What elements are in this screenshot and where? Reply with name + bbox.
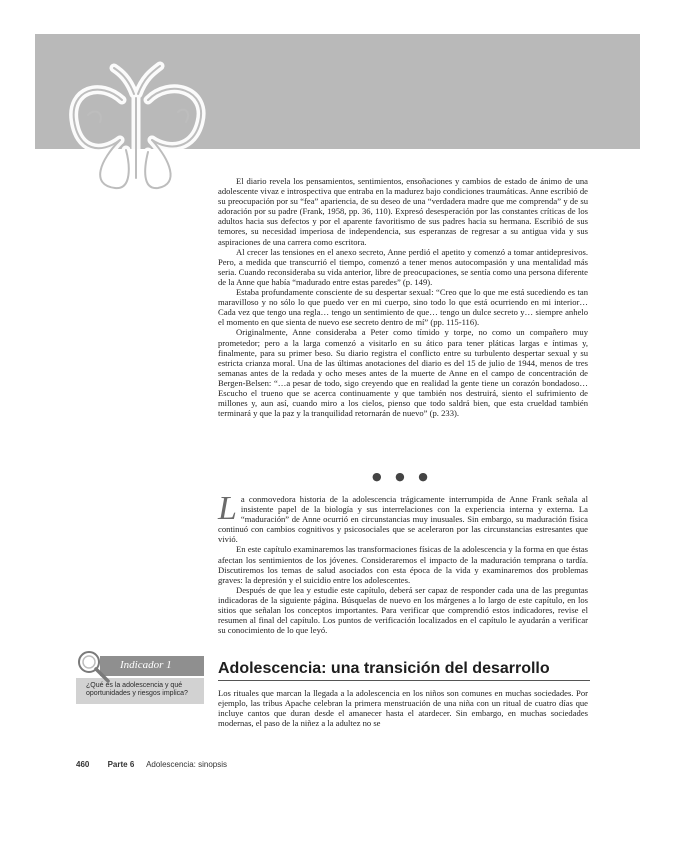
diary-paragraph: Originalmente, Anne consideraba a Peter como tímido y torpe, no como un compañero muy prometedor; pero a la larga comenzó a visitarlo en su ático para tener pláticas largas e íntimas y, finalmente, para su primer beso. Su diario registra el conflicto entre su turbulento despertar sexual y su estricta crianza moral. Una de las últimas anotaciones del diario es del 15 de julio de 1944, menos de tres semanas antes de la redada y ocho meses antes de la muerte de Anne en el campo de concentración de Bergen-Belsen: “…a pesar de todo, sigo creyendo que en realidad la gente tiene un corazón bondadoso… Escucho el trueno que se acerca continuamente y que también nos destruirá, siento el sufrimiento de millones y, aun así, cuando miro a los cielos, pienso que todo saldrá bien, que esta crueldad también terminará y que la paz y la tranquilidad retornarán de nuevo” (p. 233).: [218, 327, 588, 419]
magnifier-icon: [74, 648, 114, 684]
indicator-title: Indicador 1: [120, 659, 172, 671]
diary-excerpt: [218, 176, 588, 418]
footer-title: Adolescencia: sinopsis: [146, 760, 227, 769]
butterfly-illustration: [60, 60, 220, 200]
footer-part: Parte 6: [107, 760, 135, 769]
chapter-intro: [218, 490, 588, 636]
page-footer: [76, 760, 227, 769]
page-number: 460: [76, 760, 90, 769]
section-paragraph: Los rituales que marcan la llegada a la adolescencia en los niños son comunes en muchas sociedades. Por ejemplo, las tribus Apache celebran la primera menstruación de una niña con un ritual de cuatro días que incluye cantos que duran desde el amanecer hasta el atardecer. Sin embargo, en muchas sociedades modernas, el paso de la niñez a la adultez no se: [218, 688, 588, 729]
indicator-header: [100, 656, 204, 676]
indicator-question: ¿Qué es la adolescencia y qué oportunidades y riesgos implica?: [76, 678, 204, 704]
diary-paragraph: El diario revela los pensamientos, sentimientos, ensoñaciones y cambios de estado de ánimo de una adolescente vivaz e introspectiva que entraba en la madurez bajo condiciones traumáticas. Anne escribió de su preocupación por su “fea” apariencia, de su deseo de una “verdadera madre que me comprenda” y de su adoración por su padre (Frank, 1958, pp. 36, 110). Expresó desesperación por las constantes críticas de los adultos hacia sus defectos y por el aparente favoritismo de sus padres hacia su hermana. Escribió de sus temores, su necesidad imperiosa de independencia, sus esperanzas de regresar a su antigua vida y sus aspiraciones de una carrera como escritora.: [218, 176, 588, 247]
section-body: [218, 688, 588, 728]
intro-paragraph: [218, 490, 588, 545]
indicator-box: [76, 656, 204, 704]
intro-paragraph-text: a conmovedora historia de la adolescencia trágicamente interrumpida de Anne Frank señala al insistente papel de la biología y sus interrelaciones con la experiencia interna y externa. La “maduración” de Anne ocurrió en circunstancias muy inusuales. Sin embargo, su maduración física continuó con cambios cognitivos y psicosociales que se aceleraron por las circunstancias estresantes que vivió.: [218, 494, 588, 545]
diary-paragraph: Al crecer las tensiones en el anexo secreto, Anne perdió el apetito y comenzó a tomar antidepresivos. Pero, a medida que transcurrió el tiempo, comenzó a tener menos autocompasión y una mentalidad más seria. Cuando reconsideraba su vida anterior, libre de preocupaciones, se sentía como una persona diferente de la Anne que había “madurado entre estas paredes” (p. 149).: [218, 246, 588, 287]
section-separator: ● ● ●: [372, 470, 433, 483]
diary-paragraph: Estaba profundamente consciente de su despertar sexual: “Creo que lo que me está sucediendo es tan maravilloso y no sólo lo que puedo ver en mi cuerpo, sino todo lo que está ocurriendo en mi interior… Cada vez que tengo una regla… tengo un sentimiento de que… tengo un dulce secreto y… siempre anhelo el momento en que sienta de nuevo ese secreto dentro de mí” (pp. 115-116).: [218, 287, 588, 328]
intro-paragraph: Después de que lea y estudie este capítulo, deberá ser capaz de responder cada una de las preguntas indicadoras de la siguiente página. Búsquelas de nuevo en los márgenes a lo largo de este capítulo, en los sitios que señalan los conceptos importantes. Para verificar que comprendió estos indicadores, revise el resumen al final del capítulo. Los puntos de verificación localizados en el capítulo le ayudarán a verificar su conocimiento de lo que leyó.: [218, 584, 588, 636]
section-heading: Adolescencia: una transición del desarrollo: [218, 660, 590, 681]
drop-cap: L: [218, 490, 237, 527]
intro-paragraph: En este capítulo examinaremos las transformaciones físicas de la adolescencia y la forma en que éstas afectan los sentimientos de los jóvenes. Consideraremos el impacto de la maduración temprana o tardía. Discutiremos los temas de salud asociados con esta época de la vida y examinaremos dos problemas graves: la depresión y el suicidio entre los adolescentes.: [218, 544, 588, 585]
